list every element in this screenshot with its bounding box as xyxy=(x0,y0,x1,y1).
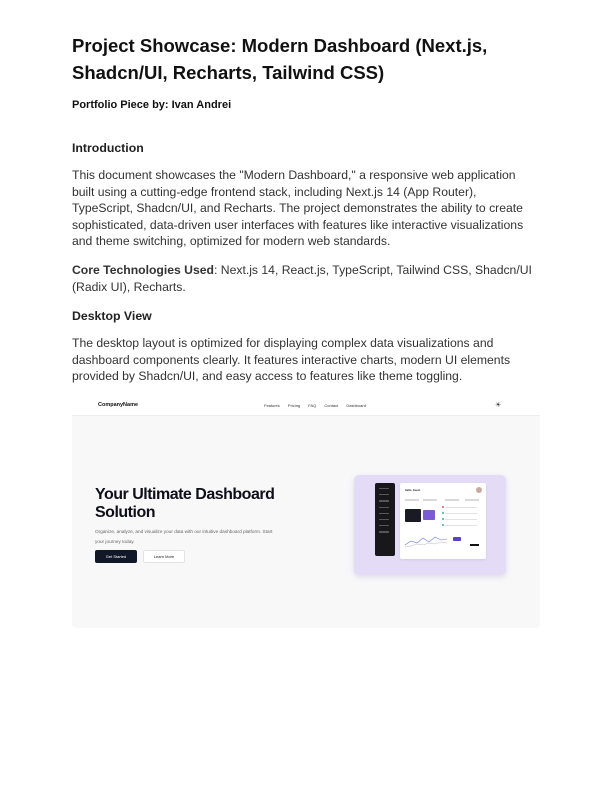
preview-dark-card xyxy=(405,509,421,522)
preview-purple-card xyxy=(423,510,435,520)
preview-accent-pill xyxy=(453,537,461,541)
document-page xyxy=(72,32,540,385)
sun-icon[interactable]: ☀ xyxy=(495,402,502,409)
avatar xyxy=(476,487,482,493)
core-technologies-label: Core Technologies Used xyxy=(72,262,214,277)
preview-status-dot xyxy=(442,518,444,520)
nav-link-features[interactable]: Features xyxy=(264,403,280,408)
preview-stat-card xyxy=(465,499,479,501)
preview-list-line xyxy=(445,513,477,514)
preview-stat-card xyxy=(423,499,437,501)
introduction-heading: Introduction xyxy=(72,141,144,155)
desktop-screenshot xyxy=(72,396,540,628)
hero-subtitle: Organize, analyze, and visualize your data with our intuitive dashboard platform. Start your journey today. xyxy=(95,529,273,544)
nav-links xyxy=(264,403,373,408)
nav-link-faq[interactable]: FAQ xyxy=(308,403,317,408)
desktop-view-heading: Desktop View xyxy=(72,309,152,324)
dashboard-preview-title: Hello, Guest xyxy=(405,489,421,492)
get-started-button[interactable]: Get Started xyxy=(95,550,137,563)
author-byline: Portfolio Piece by: Ivan Andrei xyxy=(72,99,232,111)
nav-link-contact[interactable]: Contact xyxy=(324,403,339,408)
core-technologies-list: : Next.js 14, React.js, TypeScript, Tailwind CSS, Shadcn/UI (Radix UI), Recharts. xyxy=(72,262,532,294)
preview-stat-card xyxy=(445,499,459,501)
nav-link-dashboard[interactable]: Dashboard xyxy=(346,403,366,408)
preview-line-chart xyxy=(405,531,449,551)
preview-status-dot xyxy=(442,506,444,508)
learn-more-button[interactable]: Learn More xyxy=(143,550,185,563)
introduction-paragraph: This document showcases the "Modern Dashboard," a responsive web application built using a cutting-edge frontend stack, including Next.js 14 (App Router), TypeScript, Shadcn/UI, and Recharts. The project demonstrates the ability to create sophisticated, data-driven user interfaces with features like interactive visualizations and theme switching, optimized for modern web standards. xyxy=(72,168,524,249)
preview-status-dot xyxy=(442,512,444,514)
preview-status-dot xyxy=(442,524,444,526)
screenshot-navbar xyxy=(72,396,540,416)
preview-button xyxy=(470,544,479,546)
brand-logo[interactable]: CompanyName xyxy=(98,402,139,408)
desktop-view-paragraph: The desktop layout is optimized for displaying complex data visualizations and dashboard components clearly. It features interactive charts, modern UI elements provided by Shadcn/UI, and easy access to features like theme toggling. xyxy=(72,336,511,384)
preview-list-line xyxy=(445,519,477,520)
preview-list-line xyxy=(445,507,477,508)
hero-title: Your Ultimate Dashboard Solution xyxy=(95,486,275,521)
preview-stat-card xyxy=(405,499,419,501)
preview-list-line xyxy=(445,525,477,526)
document-title: Project Showcase: Modern Dashboard (Next.js, Shadcn/UI, Recharts, Tailwind CSS) xyxy=(72,35,488,83)
dashboard-preview-main xyxy=(400,483,486,559)
dashboard-preview-sidebar xyxy=(375,483,395,556)
core-technologies-paragraph xyxy=(72,262,540,295)
nav-link-pricing[interactable]: Pricing xyxy=(287,403,301,408)
